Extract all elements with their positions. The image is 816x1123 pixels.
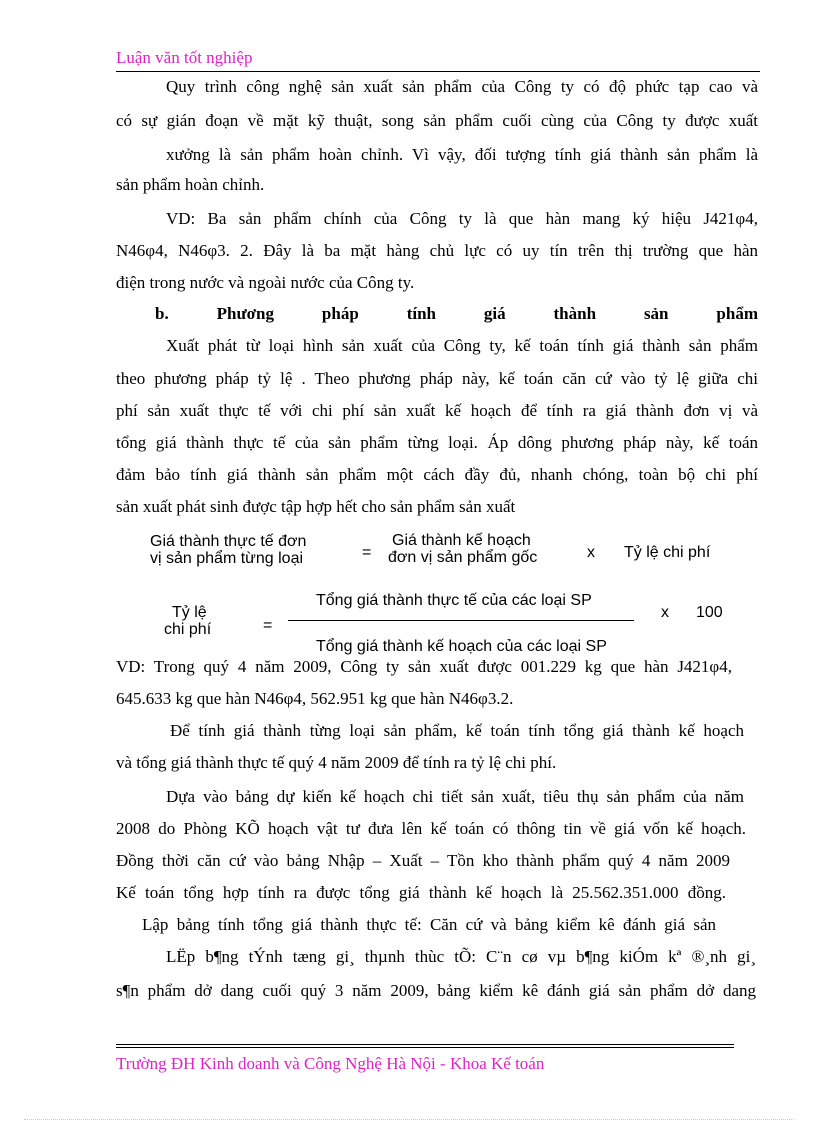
para1-line1: Quy trình công nghệ sản xuất sản phẩm của Công ty có độ phức tạp cao và <box>166 77 758 96</box>
para3-line5: đảm bảo tính giá thành sản phẩm một cách đầy đủ, nhanh chóng, toàn bộ chi phí <box>116 465 758 484</box>
para5-line2: 2008 do Phòng KÕ hoạch vật tư đưa lên kế toán có thông tin về giá vốn kế hoạch. <box>116 819 746 838</box>
formula2-times: x <box>661 604 669 621</box>
page-footer-text: Trường ĐH Kinh doanh và Công Nghệ Hà Nội - Khoa Kế toán <box>116 1054 545 1073</box>
formula2-equals: = <box>263 617 273 634</box>
formula1-lhs-line1: Giá thành thực tế đơn <box>150 533 307 550</box>
footer-divider-top <box>116 1044 734 1045</box>
formula1-equals: = <box>362 544 372 561</box>
formula2-fraction-bar <box>288 620 634 621</box>
para3-line4: tổng giá thành thực tế của sản phẩm từng loại. Áp dông phương pháp này, kế toán <box>116 433 758 452</box>
para3-line2: theo phương pháp tỷ lệ . Theo phương pháp này, kế toán căn cứ vào tỷ lệ giữa chi <box>116 369 758 388</box>
formula2-numerator: Tổng giá thành thực tế của các loại SP <box>316 592 592 609</box>
para3-line6: sản xuất phát sinh được tập hợp hết cho sản phẩm sản xuất <box>116 497 516 516</box>
footer-divider-bottom <box>116 1047 734 1048</box>
formula2-lhs-line2: chi phí <box>164 621 212 638</box>
para4-line1: Để tính giá thành từng loại sản phẩm, kế toán tính tổng giá thành kế hoạch <box>170 721 744 740</box>
formula1-mid-line2: đơn vị sản phẩm gốc <box>388 549 538 566</box>
para2-line3: điện trong nước và ngoài nước của Công ty. <box>116 273 415 292</box>
para5-line3: Đồng thời căn cứ vào bảng Nhập – Xuất – Tồn kho thành phẩm quý 4 năm 2009 <box>116 851 730 870</box>
formula1-lhs-line2: vị sản phẩm từng loại <box>150 550 304 567</box>
formula2-factor: 100 <box>696 604 723 621</box>
header-divider <box>116 71 760 72</box>
formula1-rhs: Tỷ lệ chi phí <box>624 544 711 561</box>
example2-line2: 645.633 kg que hàn N46φ4, 562.951 kg que hàn N46φ3.2. <box>116 689 514 708</box>
example2-line1: VD: Trong quý 4 năm 2009, Công ty sản xuất được 001.229 kg que hàn J421φ4, <box>116 657 732 676</box>
para3-line1: Xuất phát từ loại hình sản xuất của Công ty, kế toán tính giá thành sản phẩm <box>166 336 758 355</box>
formula1-mid-line1: Giá thành kế hoạch <box>392 532 531 549</box>
formula2-denominator: Tổng giá thành kế hoạch của các loại SP <box>316 638 607 655</box>
para1-line2: có sự gián đoạn về mặt kỹ thuật, song sản phẩm cuối cùng của Công ty được xuất <box>116 111 758 130</box>
formula1-times: x <box>587 544 595 561</box>
para5-line1: Dựa vào bảng dự kiến kế hoạch chi tiết sản xuất, tiêu thụ sản phẩm của năm <box>166 787 744 806</box>
para5-line4: Kế toán tổng hợp tính ra được tổng giá thành kế hoạch là 25.562.351.000 đồng. <box>116 883 726 902</box>
para3-line3: phí sản xuất thực tế với chi phí sản xuất kế hoạch để tính ra giá thành đơn vị và <box>116 401 758 420</box>
section-heading-b: b. Phương pháp tính giá thành sản phẩm <box>155 304 758 323</box>
formula2-lhs-line1: Tỷ lệ <box>172 604 207 621</box>
para1-line4: sản phẩm hoàn chỉnh. <box>116 175 265 194</box>
para2-line2: N46φ4, N46φ3. 2. Đây là ba mặt hàng chủ lực có uy tín trên thị trường que hàn <box>116 241 758 260</box>
page-header-title: Luận văn tốt nghiệp <box>116 48 253 67</box>
para4-line2: và tổng giá thành thực tế quý 4 năm 2009 để tính ra tỷ lệ chi phí. <box>116 753 557 772</box>
para7-line1: LËp b¶ng tÝnh tæng gi¸ thµnh thùc tÕ: C¨n cø vµ b¶ng kiÓm kª ®¸nh gi¸ <box>166 947 756 966</box>
para1-line3: xưởng là sản phẩm hoàn chỉnh. Vì vậy, đối tượng tính giá thành sản phẩm là <box>166 145 758 164</box>
para7-line2: s¶n phẩm dở dang cuối quý 3 năm 2009, bảng kiểm kê đánh giá sản phẩm dở dang <box>116 981 756 1000</box>
page-bottom-dotted-border <box>24 1119 794 1120</box>
para6-line1: Lập bảng tính tổng giá thành thực tế: Căn cứ và bảng kiểm kê đánh giá sản <box>142 915 716 934</box>
para2-line1: VD: Ba sản phẩm chính của Công ty là que hàn mang ký hiệu J421φ4, <box>166 209 758 228</box>
